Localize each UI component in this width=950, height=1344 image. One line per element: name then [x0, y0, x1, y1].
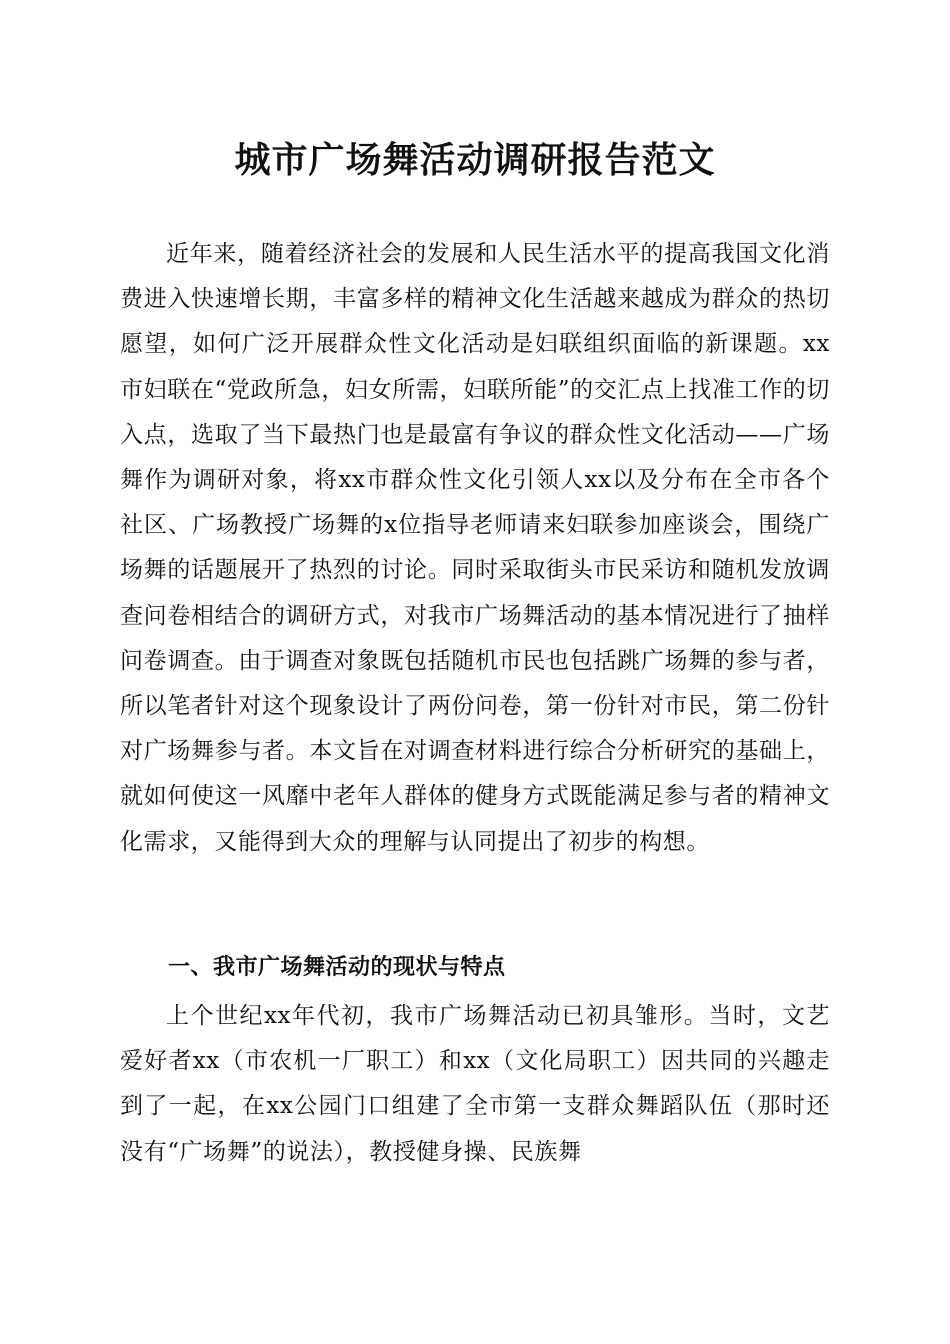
intro-paragraph: 近年来，随着经济社会的发展和人民生活水平的提高我国文化消费进入快速增长期，丰富多样的精神文化生活越来越成为群众的热切愿望，如何广泛开展群众性文化活动是妇联组织面临的新课题。xx市妇联在“党政所急，妇女所需，妇联所能”的交汇点上找准工作的切入点，选取了当下最热门也是最富有争议的群众性文化活动——广场舞作为调研对象，将xx市群众性文化引领人xx以及分布在全市各个社区、广场教授广场舞的x位指导老师请来妇联参加座谈会，围绕广场舞的话题展开了热烈的讨论。同时采取街头市民采访和随机发放调查问卷相结合的调研方式，对我市广场舞活动的基本情况进行了抽样问卷调查。由于调查对象既包括随机市民也包括跳广场舞的参与者，所以笔者针对这个现象设计了两份问卷，第一份针对市民，第二份针对广场舞参与者。本文旨在对调查材料进行综合分析研究的基础上，就如何使这一风靡中老年人群体的健身方式既能满足参与者的精神文化需求，又能得到大众的理解与认同提出了初步的构想。 [120, 241, 830, 855]
document-title: 城市广场舞活动调研报告范文 [234, 139, 716, 181]
section-1-body [120, 994, 830, 1175]
section-paragraph: 上个世纪xx年代初，我市广场舞活动已初具雏形。当时，文艺爱好者xx（市农机一厂职工）和xx（文化局职工）因共同的兴趣走到了一起，在xx公园门口组建了全市第一支群众舞蹈队伍（那时还没有“广场舞”的说法），教授健身操、民族舞 [120, 1003, 830, 1165]
intro-section [120, 232, 830, 865]
section-heading: 一、我市广场舞活动的现状与特点 [168, 955, 506, 980]
